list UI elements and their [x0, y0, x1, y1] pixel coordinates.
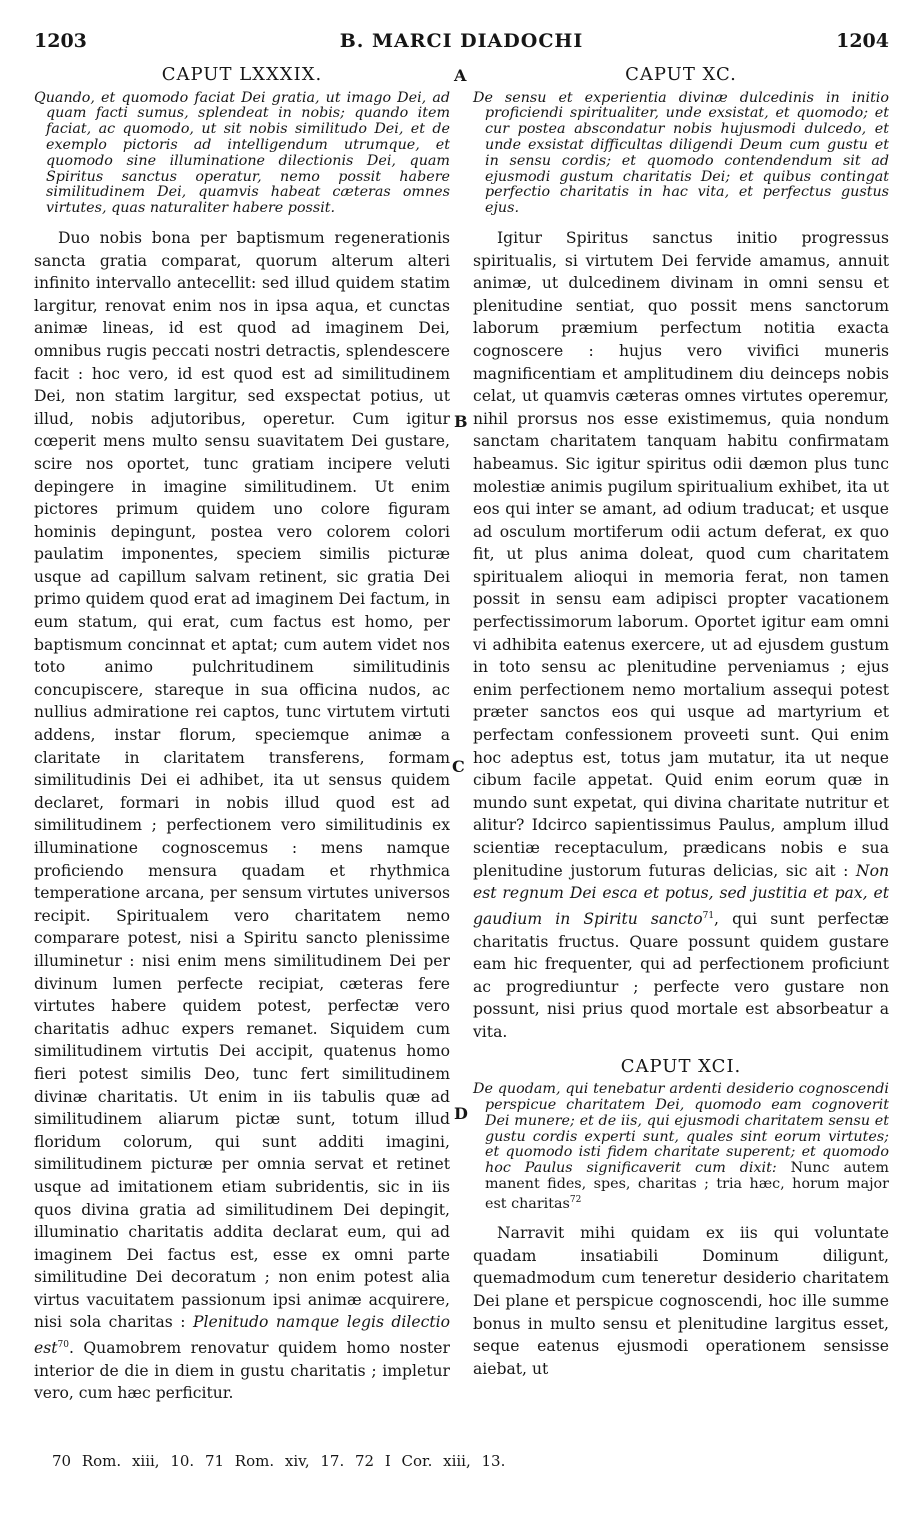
body-text-end: , qui sunt perfectæ charitatis fructus. Quare possunt quidem gustare eam hic frequenter, qui ad perfectionem proficiunt ac progrediuntur ; perfecte vero gustare non possunt, nisi prius quod mortale est absorbeatur a vita. — [473, 909, 889, 1041]
chapter-body-90 — [473, 227, 889, 1044]
page-number-left: 1203 — [34, 30, 87, 52]
margin-letter-b: B — [454, 412, 468, 431]
margin-letter-c: C — [452, 757, 465, 776]
body-text: Igitur Spiritus sanctus initio progressus spiritualis, si virtutem Dei fervide amamus, annuit animæ, ut dulcedinem divinam in omni sensu et plenitudine sentiat, quo possit mens sanctorum laborum præmium perfectum notitia exacta cognoscere : hujus vero vivifici muneris magnificentiam et amplitudinem diu deinceps nobis celat, ut quamvis cæteras omnes virtutes operemur, nihil prorsus nos esse existimemus, quia nondum sanctam charitatem tanquam habitu confirmatam habeamus. Sic igitur spiritus odii dæmon plus tunc molestiæ animis pugilum spiritualium exhibet, ita ut eos qui inter se amant, ad odium traducat; et usque ad osculum mortiferum odii actum deferat, ex quo fit, ut plus anima doleat, quod cum charitatem spiritualem alioqui in memoria ferat, non tamen possit in sensu eam adipisci propter vacationem perfectissimorum laborum. Oportet igitur eam omni vi adhibita eatenus exercere, ut ad ejusdem gustum in toto sensu ac plenitudine perveniamus ; ejus enim perfectionem nemo mortalium assequi potest præter sanctos eos qui usque ad martyrium et perfectam confessionem proveeti sunt. Qui enim hoc adeptus est, totus jam mutatur, ita ut neque cibum facile appetat. Quid enim eorum quæ in mundo sunt expetat, qui divina charitate nutritur et alitur? Idcirco sapientissimus Paulus, amplum illud scientiæ receptaculum, prædicans nobis e sua plenitudine justorum futuras delicias, sic ait : — [473, 228, 889, 880]
page-number-right: 1204 — [836, 30, 889, 52]
running-title: B. MARCI DIADOCHI — [339, 30, 584, 52]
margin-letter-a: A — [454, 66, 467, 85]
argument-plain: Nunc autem manent fides, spes, charitas ; tria hæc, horum major est charitas — [485, 1160, 889, 1212]
running-header — [34, 30, 889, 58]
footnotes: 70 Rom. xiii, 10. 71 Rom. xiv, 17. 72 I Cor. xiii, 13. — [52, 1452, 506, 1470]
chapter-heading-90: CAPUT XC. — [625, 64, 737, 85]
chapter-body-91: Narravit mihi quidam ex iis qui voluntate quadam insatiabili Dominum diligunt, quemadmodum cum teneretur desiderio charitatem Dei plane et perspicue cognoscendi, hoc ille summe bonus in multo sensu et plenitudine largitus esset, seque eatenus ejusmodi operationem sensisse aiebat, ut — [473, 1224, 889, 1378]
chapter-body-89 — [34, 227, 450, 1405]
body-text: Duo nobis bona per baptismum regenerationis sancta gratia comparat, quorum alterum alteri infinito intervallo antecellit: sed illud quidem statim largitur, renovat enim nos in ipsa aqua, et cunctas animæ lineas, id est quod ad imaginem Dei, omnibus rugis peccati nostri detractis, splendescere facit : hoc vero, id est quod est ad similitudinem Dei, non statim largitur, sed exspectat potius, ut illud, nobis adjutoribus, operetur. Cum igitur cœperit mens multo sensu suavitatem Dei gustare, scire nos oportet, tunc gratiam incipere veluti depingere in imagine similitudinem. Ut enim pictores primum quidem uno colore figuram hominis depingunt, postea vero colorem colori paulatim imponentes, speciem similis picturæ usque ad capillum salvam retinent, sic gratia Dei primo quidem quod erat ad imaginem Dei factum, in eum statum, qui erat, cum factus est homo, per baptismum concinnat et aptat; cum autem videt nos toto animo pulchritudinem similitudinis concupiscere, stareque in sua officina nudos, ac nullius admiratione rei captos, tunc virtutem virtuti addens, instar florum, speciemque animæ a claritate in claritatem transferens, formam similitudinis Dei ei adhibet, ita ut sensus quidem declaret, formari in nobis illud quod est ad similitudinem ; perfectionem vero similitudinis ex illuminatione cognoscemus : mens namque proficiendo mensura quadam et rhythmica temperatione arcana, per sensum virtutes universos recipit. Spiritualem vero charitatem nemo comparare potest, nisi a Spiritu sancto plenissime illuminetur : nisi enim mens similitudinem Dei per divinum lumen perfecte recipiat, cæteras fere virtutes habere quidem potest, perfectæ vero charitatis adhuc expers remanet. Siquidem cum similitudinem virtutis Dei accipit, quatenus homo fieri potest similis Deo, tunc fert similitudinem divinæ charitatis. Ut enim in iis tabulis quæ ad similitudinem aliarum pictæ sunt, totum illud floridum colorum, qui sunt additi imagini, similitudinem picturæ per omnia servat et retinet usque ad imitationem etiam subridentis, sic in iis quos divina gratia ad similitudinem Dei depingit, illuminatio charitatis addita declarat eum, qui ad imaginem Dei factus est, esse ex omni parte similitudine Dei decoratum ; non enim potest alia virtus vacuitatem passionum ipsi animæ acquirere, nisi sola charitas : — [34, 228, 450, 1332]
chapter-heading-91: CAPUT XCI. — [620, 1055, 742, 1077]
footnote-ref: 72 — [569, 1194, 582, 1205]
chapter-argument-90: De sensu et experientia divinæ dulcedinis in initio proficiendi spiritualiter, unde exsistat, et quomodo; et cur postea abscondatur nobis hujusmodi dulcedo, et unde exsistat difficultas diligendi Deum cum gustu et in sensu cordis; et quomodo contendendum sit ad ejusmodi gustum charitatis Dei; et quibus contingat perfectio charitatis in hac vita, et perfectus gustus ejus. — [473, 89, 889, 217]
scripture-quote: Non est regnum Dei esca et potus, sed justitia et pax, et gaudium in Spiritu sancto — [473, 861, 889, 928]
left-column — [34, 64, 450, 1405]
footnote-ref: 70 — [57, 1340, 69, 1351]
argument-italic: De quodam, qui tenebatur ardenti desiderio cognoscendi perspicue charitatem Dei, quomodo eam cognoverit Dei munere; et de iis, qui ejusmodi charitatem sensu et gustu cordis experti sunt, quales sint eorum virtutes; et quomodo isti fidem charitate superent; et quomodo hoc Paulus significaverit cum dixit: — [473, 1081, 889, 1177]
right-column — [473, 64, 889, 1380]
chapter-argument-91 — [473, 1081, 889, 1212]
chapter-heading-89: CAPUT LXXXIX. — [161, 64, 323, 85]
scripture-quote: Plenitudo namque legis dilectio est — [34, 1313, 450, 1358]
body-text-end: . Quamobrem renovatur quidem homo noster interior de die in diem in gustu charitatis ; impletur vero, cum hæc perficitur. — [34, 1339, 450, 1403]
chapter-argument-89: Quando, et quomodo faciat Dei gratia, ut imago Dei, ad quam facti sumus, splendeat in nobis; quando item faciat, ac quomodo, ut sit nobis similitudo Dei, et de exemplo pictoris ad intelligendum utrumque, et quomodo sine illuminatione dilectionis Dei, quam Spiritus sanctus operatur, nemo possit habere similitudinem Dei, quamvis habeat cæteras omnes virtutes, quas naturaliter habere possit. — [34, 89, 450, 217]
margin-letter-d: D — [454, 1104, 468, 1123]
footnote-ref: 71 — [702, 910, 715, 921]
